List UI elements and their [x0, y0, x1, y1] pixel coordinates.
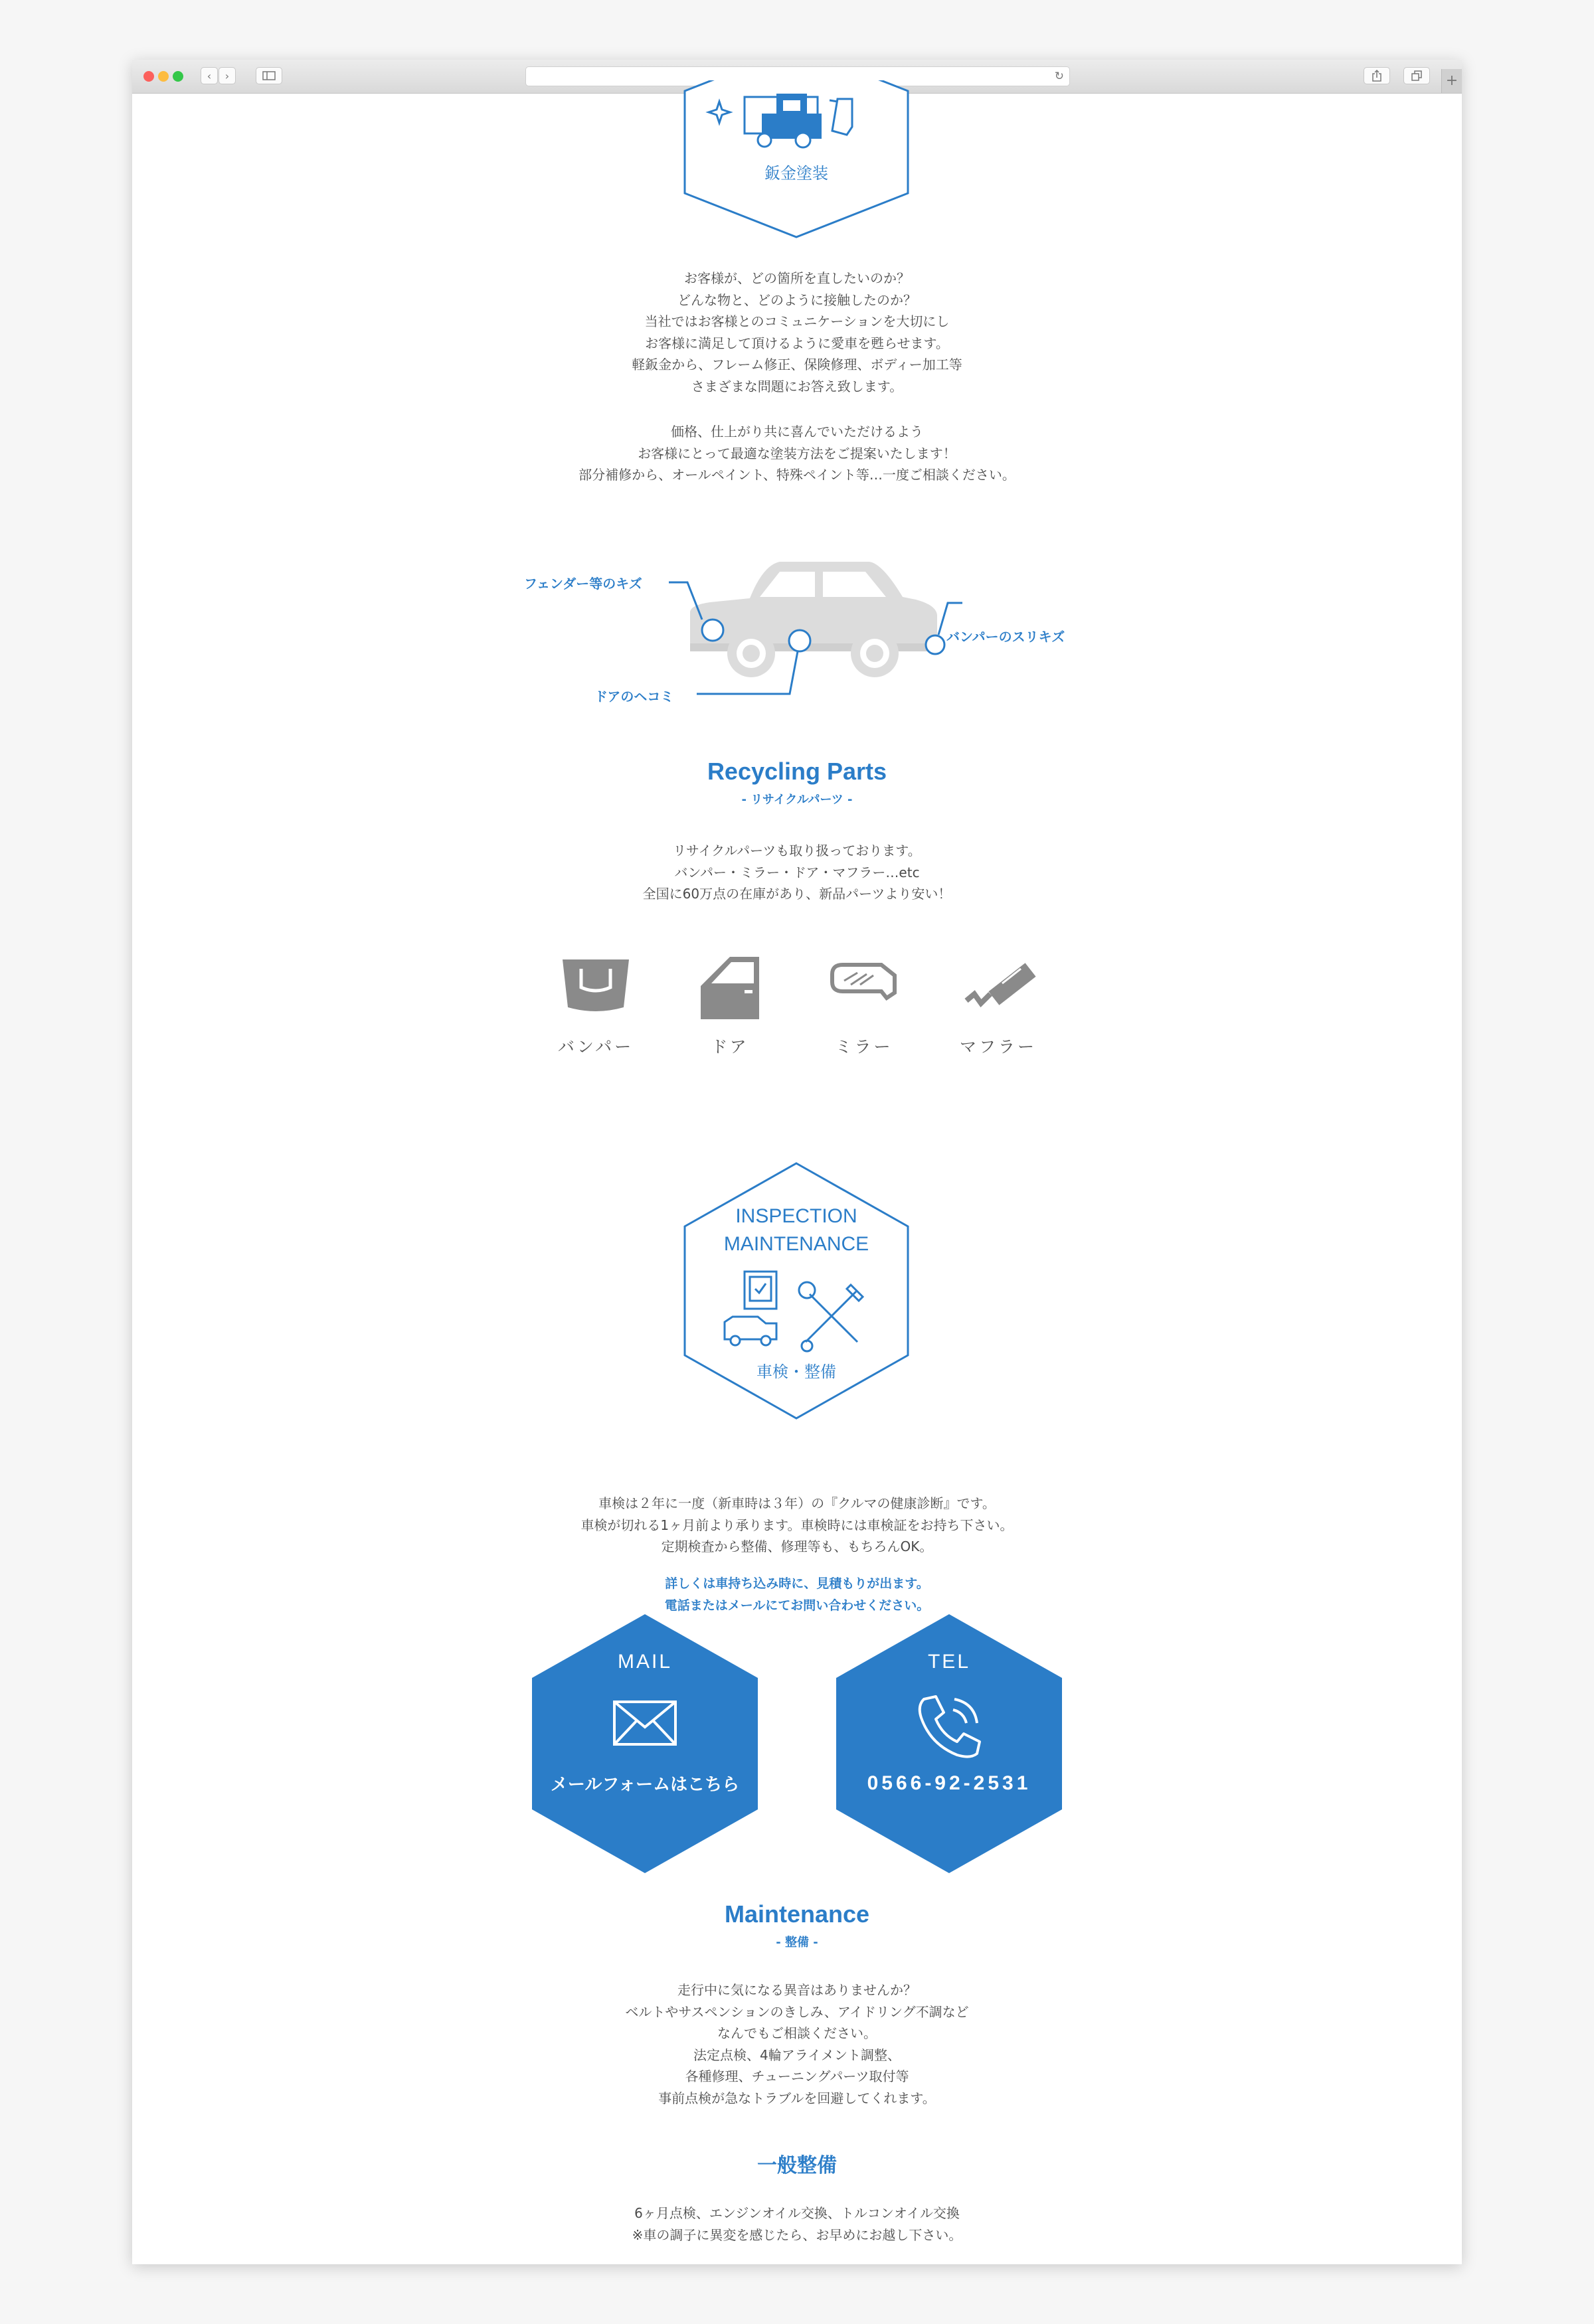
part-mirror — [818, 954, 911, 1058]
callout-fender-scratch: フェンダー等のキズ — [524, 576, 642, 592]
inspection-text: 車検は２年に一度（新車時は３年）の『クルマの健康診断』です。 車検が切れる1ヶ月前より承ります。車検時には車検証をお持ち下さい。 定期検査から整備、修理等も、もちろんOK。 — [580, 1495, 1014, 1554]
maintenance-title: Maintenance — [724, 1900, 870, 1928]
envelope-icon — [613, 1701, 677, 1747]
inspection-badge — [683, 1161, 909, 1420]
minimize-window-button[interactable] — [158, 71, 169, 82]
phone-icon — [915, 1693, 984, 1762]
inspection-note: 詳しくは車持ち込み時に、見積もりが出ます。 電話またはメールにてお問い合わせください。 — [664, 1576, 930, 1613]
sheet-metal-paragraph-1: お客様が、どの箇所を直したいのか？ どんな物と、どのように接触したのか？ 当社ではお客様とのコミュニケーションを大切にし お客様に満足して頂けるように愛車を甦らせます。 軽鈑金から、フレーム修正、保険修理、ボディー加工等 さまざまな問題にお答え致します。 — [632, 270, 962, 394]
recycling-parts-text: リサイクルパーツも取り扱っております。 バンパー・ミラー・ドア・マフラー…etc 全国に60万点の在庫があり、新品パーツより安い！ — [642, 843, 952, 902]
damage-diagram — [132, 558, 1462, 744]
mirror-icon — [818, 954, 911, 1021]
general-maintenance-text: 6ヶ月点検、エンジンオイル交換、トルコンオイル交換 ※車の調子に異変を感じたら、お早めにお越し下さい。 — [632, 2205, 962, 2243]
callout-door-dent: ドアのヘコミ — [594, 689, 674, 705]
general-maintenance-title: 一般整備 — [757, 2154, 837, 2177]
sheet-metal-badge — [683, 80, 909, 240]
tel-title: TEL — [927, 1651, 971, 1673]
share-button[interactable] — [1364, 67, 1390, 84]
reload-icon[interactable]: ↻ — [1054, 70, 1064, 83]
tabs-icon — [1411, 70, 1422, 81]
sheet-metal-badge-label: 鈑金塗装 — [764, 164, 828, 183]
forward-button[interactable]: › — [219, 67, 236, 84]
mail-title: MAIL — [617, 1651, 673, 1673]
inspection-badge-line1: INSPECTION — [735, 1205, 857, 1227]
maintenance-subtitle: - 整備 - — [776, 1936, 818, 1950]
part-muffler — [952, 954, 1045, 1058]
sidebar-toggle-button[interactable] — [256, 67, 282, 84]
bumper-icon — [549, 954, 642, 1021]
new-tab-button[interactable]: + — [1441, 69, 1462, 93]
sidebar-icon — [262, 71, 276, 80]
muffler-icon — [952, 954, 1045, 1021]
recycling-parts-title: Recycling Parts — [707, 758, 887, 785]
callout-bumper-scratch: バンパーのスリキズ — [946, 629, 1065, 645]
mail-form-label: メールフォームはこちら — [550, 1775, 740, 1795]
tabs-overview-button[interactable] — [1403, 67, 1430, 84]
recycling-parts-subtitle: - リサイクルパーツ - — [741, 793, 853, 807]
browser-window — [132, 60, 1462, 2264]
maintenance-text: 走行中に気になる異音はありませんか？ ベルトやサスペンションのきしみ、アイドリング不調など なんでもご相談ください。 法定点検、4輪アライメント調整、 各種修理、チューニングパーツ取付等 事前点検が急なトラブルを回避してくれます。 — [625, 1982, 969, 2106]
back-button[interactable]: ‹ — [201, 67, 218, 84]
door-icon — [683, 954, 776, 1021]
zoom-window-button[interactable] — [173, 71, 183, 82]
page-content — [132, 94, 1462, 2264]
car-silhouette-icon — [690, 562, 937, 677]
part-mirror-label: ミラー — [835, 1037, 893, 1056]
mail-form-button[interactable] — [532, 1614, 758, 1873]
sheet-metal-paragraph-2: 価格、仕上がり共に喜んでいただけるよう お客様にとって最適な塗装方法をご提案いたします！ 部分補修から、オールペイント、特殊ペイント等…一度ご相談ください。 — [578, 424, 1016, 483]
part-bumper — [549, 954, 642, 1058]
inspection-badge-label: 車検・整備 — [756, 1363, 836, 1381]
part-bumper-label: バンパー — [557, 1037, 634, 1056]
tel-button[interactable] — [836, 1614, 1062, 1873]
part-muffler-label: マフラー — [959, 1037, 1037, 1056]
close-window-button[interactable] — [143, 71, 154, 82]
part-door-label: ドア — [711, 1037, 749, 1056]
tel-number[interactable]: 0566-92-2531 — [867, 1772, 1031, 1794]
part-door — [683, 954, 776, 1058]
share-icon — [1372, 70, 1381, 82]
inspection-badge-line2: MAINTENANCE — [723, 1233, 869, 1255]
